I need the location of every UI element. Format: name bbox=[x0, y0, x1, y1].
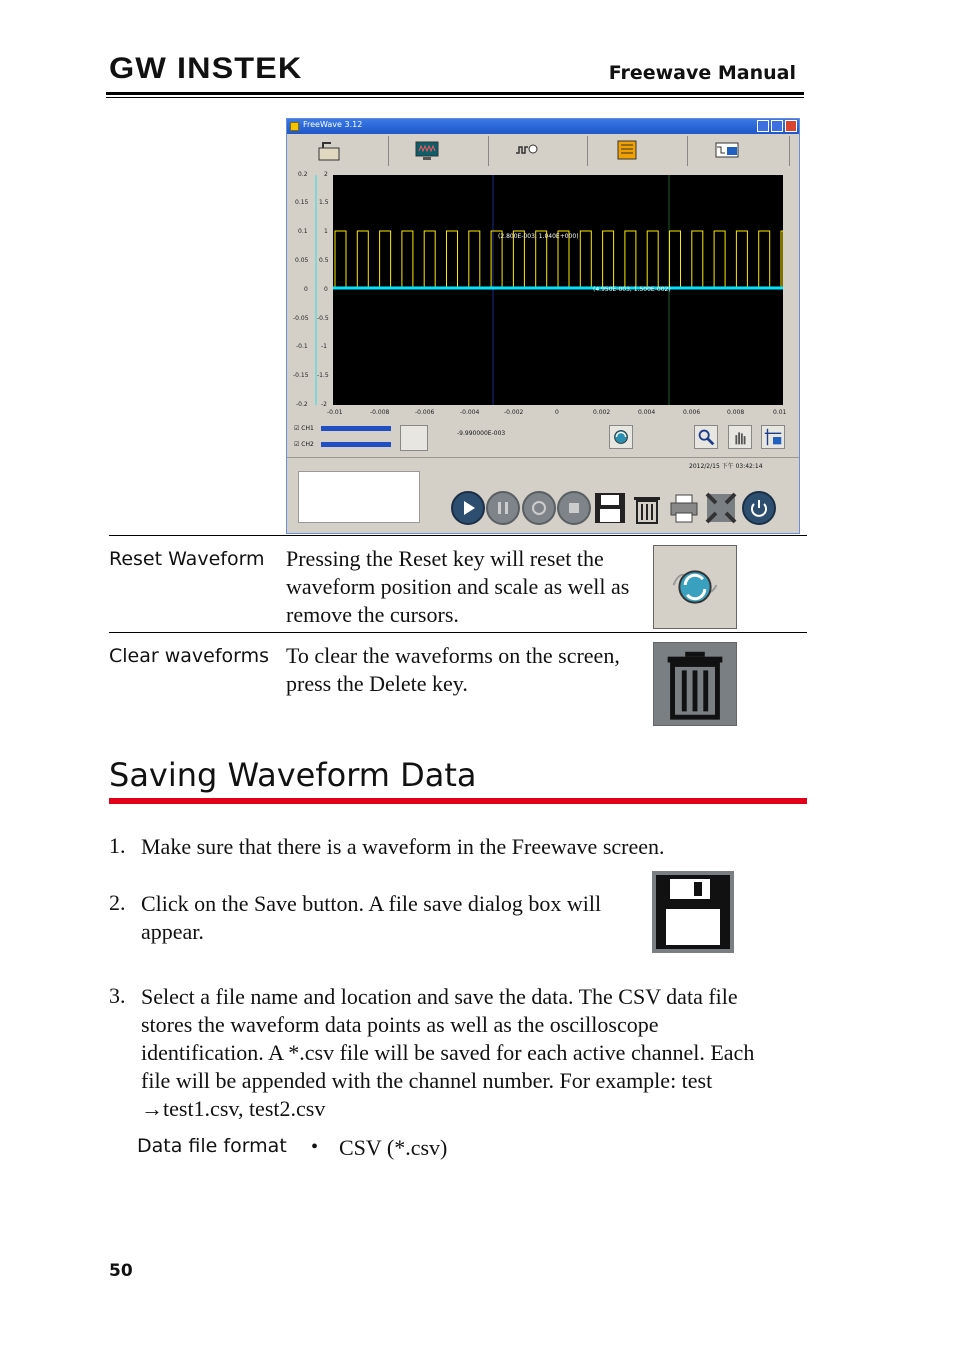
y-tick: 1.5 bbox=[319, 199, 329, 206]
window-titlebar bbox=[287, 119, 799, 134]
toolbar-divider bbox=[587, 136, 588, 166]
pause-icon bbox=[488, 493, 518, 523]
pan-hand-icon[interactable] bbox=[728, 425, 752, 449]
x-tick: 0 bbox=[555, 409, 559, 416]
reset-small-icon[interactable] bbox=[609, 425, 633, 449]
toolbar-divider bbox=[388, 136, 389, 166]
x-tick: 0.006 bbox=[683, 409, 701, 416]
data-file-format-label: Data file format bbox=[137, 1135, 287, 1157]
y-tick: -0.5 bbox=[317, 315, 329, 322]
y-tick: -0.2 bbox=[296, 401, 308, 408]
freewave-screenshot bbox=[286, 118, 800, 534]
ch2-label: CH2 bbox=[301, 441, 314, 448]
step-number: 2. bbox=[109, 890, 126, 915]
app-icon bbox=[290, 122, 299, 131]
record-icon bbox=[524, 493, 554, 523]
y-tick: 0 bbox=[324, 286, 328, 293]
x-tick: -0.01 bbox=[327, 409, 343, 416]
toolbar-divider bbox=[687, 136, 688, 166]
fullscreen-icon[interactable] bbox=[704, 491, 738, 525]
y-tick: -0.05 bbox=[293, 315, 309, 322]
save-toolbar-icon[interactable] bbox=[593, 491, 627, 525]
step-text: Make sure that there is a waveform in the Freewave screen. bbox=[141, 834, 665, 859]
zoom-icon[interactable] bbox=[694, 425, 718, 449]
ch2-checkbox[interactable]: ☑ CH2 bbox=[294, 441, 314, 448]
delete-toolbar-icon[interactable] bbox=[630, 491, 664, 525]
section-title: Saving Waveform Data bbox=[109, 756, 477, 794]
measurement-icon[interactable] bbox=[715, 139, 739, 161]
power-button[interactable] bbox=[742, 491, 776, 525]
x-tick: -0.008 bbox=[370, 409, 390, 416]
cursor-readout: -9.990000E-003 bbox=[457, 430, 506, 437]
x-tick: -0.006 bbox=[415, 409, 435, 416]
section-rule bbox=[109, 798, 807, 804]
cursor-readout-2: (4.950E-003, 1.500E-002) bbox=[593, 286, 671, 293]
pause-button[interactable] bbox=[486, 491, 520, 525]
x-tick: 0.002 bbox=[593, 409, 611, 416]
power-icon bbox=[744, 493, 774, 523]
save-icon bbox=[652, 871, 734, 953]
step-number: 1. bbox=[109, 833, 126, 858]
table-rule-top bbox=[109, 535, 807, 536]
connect-icon[interactable] bbox=[317, 139, 341, 161]
desc-reset-waveform: Pressing the Reset key will reset the waveform position and scale as well as remove the cursors. bbox=[286, 546, 630, 627]
ch2-color-bar bbox=[321, 442, 391, 447]
x-tick: 0.01 bbox=[773, 409, 787, 416]
x-tick: -0.004 bbox=[460, 409, 480, 416]
x-tick: -0.002 bbox=[504, 409, 524, 416]
manual-title: Freewave Manual bbox=[608, 62, 796, 84]
data-table-icon[interactable] bbox=[615, 139, 639, 161]
toolbar-divider bbox=[789, 136, 790, 166]
panel-divider bbox=[287, 457, 799, 458]
y-tick: 0.5 bbox=[319, 257, 329, 264]
ch1-label: CH1 bbox=[301, 425, 314, 432]
cursor-readout-1: (2.800E-003, 1.040E+000) bbox=[498, 233, 579, 240]
stop-icon bbox=[559, 493, 589, 523]
trash-icon bbox=[653, 642, 737, 726]
y-tick: 1 bbox=[324, 228, 328, 235]
y-tick: 0.15 bbox=[295, 199, 309, 206]
step-text: Select a file name and location and save the data. The CSV data file stores the waveform data points as well as the oscilloscope identification. A *.csv file will be saved for each active channel. Each file will be appended with the channel number. For example: test →test1.csv, test2.csv bbox=[141, 984, 755, 1121]
desc-clear-waveforms: To clear the waveforms on the screen, press the Delete key. bbox=[286, 643, 620, 696]
brand-logo: GW INSTEK bbox=[109, 52, 303, 85]
ch1-color-bar bbox=[321, 426, 391, 431]
y-tick: 0.2 bbox=[298, 171, 308, 178]
step-text: Click on the Save button. A file save dialog box will appear. bbox=[141, 891, 602, 944]
info-box bbox=[298, 471, 420, 523]
step-number: 3. bbox=[109, 983, 126, 1008]
channel-settings-button[interactable] bbox=[400, 425, 428, 451]
waveform-canvas bbox=[333, 175, 783, 405]
window-title: FreeWave 3.12 bbox=[303, 120, 363, 129]
cursor-mode-icon[interactable] bbox=[761, 425, 785, 449]
y-tick: -1 bbox=[321, 343, 327, 350]
y-tick: 0 bbox=[304, 286, 308, 293]
waveform-settings-icon[interactable] bbox=[515, 139, 539, 161]
stop-button[interactable] bbox=[557, 491, 591, 525]
bullet: • bbox=[311, 1136, 319, 1158]
page-number: 50 bbox=[109, 1261, 133, 1281]
y-tick: -0.15 bbox=[293, 372, 309, 379]
y-tick: 2 bbox=[324, 171, 328, 178]
maximize-button[interactable] bbox=[771, 120, 783, 132]
y-tick: -0.1 bbox=[296, 343, 308, 350]
x-tick: 0.008 bbox=[727, 409, 745, 416]
monitor-icon[interactable] bbox=[415, 139, 439, 161]
single-button[interactable] bbox=[522, 491, 556, 525]
table-rule-middle bbox=[109, 632, 807, 633]
term-clear-waveforms: Clear waveforms bbox=[109, 645, 270, 667]
ch1-checkbox[interactable]: ☑ CH1 bbox=[294, 425, 314, 432]
run-button[interactable] bbox=[451, 491, 485, 525]
header-rule bbox=[106, 92, 804, 95]
waveform-plot[interactable] bbox=[333, 175, 783, 405]
minimize-button[interactable] bbox=[757, 120, 769, 132]
reset-icon bbox=[653, 545, 737, 629]
timestamp: 2012/2/15 下午 03:42:14 bbox=[689, 463, 763, 470]
print-icon[interactable] bbox=[667, 491, 701, 525]
ch1-axis-line bbox=[315, 175, 317, 405]
y-tick: -1.5 bbox=[317, 372, 329, 379]
play-icon bbox=[453, 493, 483, 523]
data-file-format-value: CSV (*.csv) bbox=[339, 1135, 448, 1160]
toolbar-divider bbox=[488, 136, 489, 166]
y-tick: 0.05 bbox=[295, 257, 309, 264]
header-rule-thin bbox=[106, 97, 804, 98]
y-tick: -2 bbox=[321, 401, 327, 408]
term-reset-waveform: Reset Waveform bbox=[109, 548, 265, 570]
x-tick: 0.004 bbox=[638, 409, 656, 416]
close-button[interactable] bbox=[785, 120, 797, 132]
y-tick: 0.1 bbox=[298, 228, 308, 235]
